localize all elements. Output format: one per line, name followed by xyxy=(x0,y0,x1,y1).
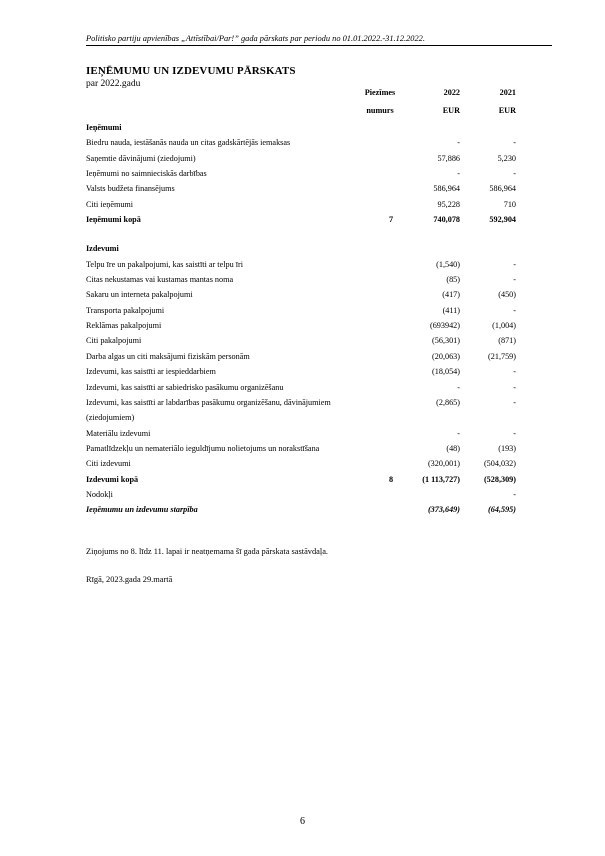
row-value-2021: (528,309) xyxy=(483,474,516,484)
col-2022-header: 2022 xyxy=(443,88,460,97)
row-value-2021: (871) xyxy=(498,336,516,346)
page-number: 6 xyxy=(300,816,305,827)
section-heading xyxy=(86,120,516,135)
row-label: Izdevumi kopā xyxy=(86,474,139,484)
table-row xyxy=(86,426,516,441)
row-value-2022: 586,964 xyxy=(433,184,460,194)
table-row xyxy=(86,333,516,348)
row-label: Transporta pakalpojumi xyxy=(86,305,165,315)
row-label: Citas nekustamas vai kustamas mantas noma xyxy=(86,275,234,285)
row-label: (ziedojumiem) xyxy=(86,413,135,423)
table-row xyxy=(86,166,516,181)
row-value-2021: - xyxy=(513,428,516,438)
table-row xyxy=(86,212,516,227)
table-row xyxy=(86,395,516,410)
row-value-2022: - xyxy=(457,138,460,148)
table-row xyxy=(86,364,516,379)
report-subtitle: par 2022.gadu xyxy=(86,79,141,89)
row-value-2021: (193) xyxy=(498,443,516,453)
row-value-2021: - xyxy=(513,259,516,269)
row-label: Ieņēmumi no saimnieciskās darbības xyxy=(86,169,207,179)
row-label: Sakaru un interneta pakalpojumi xyxy=(86,290,193,300)
row-value-2021: 592,904 xyxy=(489,215,516,225)
row-label: Pamatlīdzekļu un nemateriālo ieguldījumu nolietojums un norakstīšana xyxy=(86,443,320,453)
row-label: Citi ieņēmumi xyxy=(86,199,134,209)
row-label: Izdevumi, kas saistīti ar labdarības pasākumu organizēšanu, dāvinājumiem xyxy=(86,397,331,407)
row-label: Izdevumi xyxy=(86,244,119,254)
row-value-2022: (48) xyxy=(446,443,460,453)
table-row xyxy=(86,380,516,395)
row-label: Izdevumi, kas saistīti ar iespieddarbiem xyxy=(86,367,216,377)
row-value-2021: - xyxy=(513,169,516,179)
header-rule xyxy=(86,45,552,46)
row-label: Biedru nauda, iestāšanās nauda un citas gadskārtējās iemaksas xyxy=(86,138,291,148)
section-heading xyxy=(86,241,516,256)
row-value-2022: (1,540) xyxy=(436,259,460,269)
table-row xyxy=(86,349,516,364)
col-note-header-line1: Piezīmes xyxy=(364,88,396,97)
spacer-row xyxy=(86,227,516,241)
row-value-2022: - xyxy=(457,428,460,438)
col-2022-currency: EUR xyxy=(442,106,460,115)
row-value-2022: (411) xyxy=(442,305,460,315)
row-note: 7 xyxy=(388,215,394,225)
table-row xyxy=(86,487,516,502)
running-header: Politisko partiju apvienības „Attīstībai/Par!” gada pārskats par periodu no 01.01.2022.-31.12.2022. xyxy=(86,34,425,43)
col-note-header-line2: numurs xyxy=(366,106,394,115)
row-value-2022: - xyxy=(457,382,460,392)
statement-table xyxy=(86,120,516,518)
row-value-2021: - xyxy=(513,275,516,285)
row-label: Ieņēmumu un izdevumu starpība xyxy=(86,505,198,515)
row-value-2021: (1,004) xyxy=(492,321,516,331)
table-row xyxy=(86,318,516,333)
row-note: 8 xyxy=(388,474,394,484)
row-value-2021: (64,595) xyxy=(488,505,516,515)
row-value-2022: (1 113,727) xyxy=(422,474,460,484)
row-value-2022: 95,228 xyxy=(437,199,460,209)
row-value-2021: - xyxy=(513,367,516,377)
row-label: Citi izdevumi xyxy=(86,459,131,469)
row-value-2022: - xyxy=(457,169,460,179)
row-value-2021: (504,032) xyxy=(483,459,516,469)
col-2021-currency: EUR xyxy=(498,106,516,115)
row-label: Reklāmas pakalpojumi xyxy=(86,321,162,331)
row-value-2022: 57,886 xyxy=(437,153,460,163)
row-label: Valsts budžeta finansējums xyxy=(86,184,175,194)
row-value-2021: - xyxy=(513,305,516,315)
row-label: Darba algas un citi maksājumi fiziskām personām xyxy=(86,351,250,361)
table-row xyxy=(86,456,516,471)
row-value-2021: - xyxy=(513,397,516,407)
row-value-2022: (417) xyxy=(442,290,460,300)
table-row xyxy=(86,135,516,150)
table-row xyxy=(86,441,516,456)
row-label: Materiālu izdevumi xyxy=(86,428,151,438)
row-value-2021: 5,230 xyxy=(497,153,516,163)
table-row xyxy=(86,410,516,425)
row-value-2021: 710 xyxy=(503,199,516,209)
row-value-2022: 740,078 xyxy=(433,215,460,225)
place-date: Rīgā, 2023.gada 29.martā xyxy=(86,575,173,584)
row-value-2022: (56,301) xyxy=(432,336,460,346)
row-label: Nodokļi xyxy=(86,489,113,499)
col-2021-header: 2021 xyxy=(499,88,516,97)
row-value-2021: - xyxy=(513,382,516,392)
row-label: Izdevumi, kas saistīti ar sabiedrisko pasākumu organizēšanu xyxy=(86,382,284,392)
row-value-2022: (20,063) xyxy=(432,351,460,361)
footnote: Ziņojums no 8. līdz 11. lapai ir neatņemama šī gada pārskata sastāvdaļa. xyxy=(86,547,329,556)
row-value-2022: (85) xyxy=(446,275,460,285)
table-row xyxy=(86,272,516,287)
row-value-2022: (2,865) xyxy=(436,397,460,407)
table-row xyxy=(86,181,516,196)
report-title: IEŅĒMUMU UN IZDEVUMU PĀRSKATS xyxy=(86,65,296,77)
row-value-2021: (450) xyxy=(498,290,516,300)
row-label: Citi pakalpojumi xyxy=(86,336,142,346)
table-row xyxy=(86,472,516,487)
row-label: Ieņēmumi kopā xyxy=(86,215,141,225)
table-row xyxy=(86,151,516,166)
row-label: Saņemtie dāvinājumi (ziedojumi) xyxy=(86,153,196,163)
table-row xyxy=(86,303,516,318)
table-row xyxy=(86,502,516,517)
row-value-2021: - xyxy=(513,138,516,148)
row-value-2021: - xyxy=(513,489,516,499)
row-value-2022: (693942) xyxy=(429,321,460,331)
row-value-2022: (373,649) xyxy=(427,505,460,515)
row-value-2022: (320,001) xyxy=(427,459,460,469)
row-value-2022: (18,054) xyxy=(432,367,460,377)
row-value-2021: (21,759) xyxy=(488,351,516,361)
row-value-2021: 586,964 xyxy=(489,184,516,194)
row-label: Ieņēmumi xyxy=(86,123,122,132)
table-row xyxy=(86,287,516,302)
table-row xyxy=(86,257,516,272)
table-row xyxy=(86,197,516,212)
row-label: Telpu īre un pakalpojumi, kas saistīti ar telpu īri xyxy=(86,259,244,269)
